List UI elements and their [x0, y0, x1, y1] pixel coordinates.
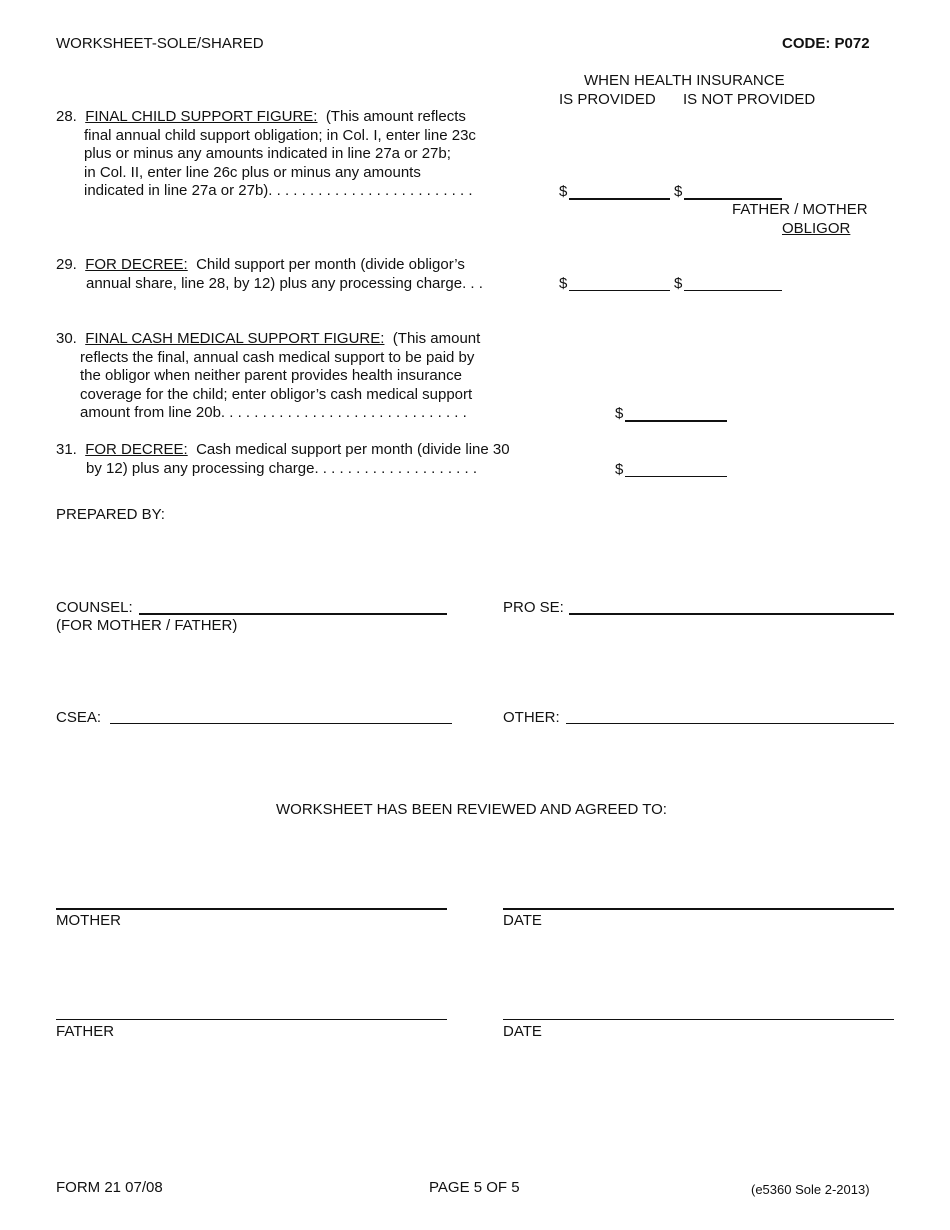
date-label: DATE: [503, 1023, 542, 1040]
line-28-number: 28.: [56, 108, 77, 125]
line-31-field[interactable]: [625, 476, 727, 477]
line-30-block: [56, 330, 480, 423]
pro-se-label: PRO SE:: [503, 599, 564, 616]
other-signature-line[interactable]: [566, 723, 894, 724]
line-28-text: final annual child support obligation; in Col. I, enter line 23c: [84, 126, 476, 144]
line-29-text: Child support per month (divide obligor’s: [196, 256, 465, 273]
line-30-text: reflects the final, annual cash medical support to be paid by: [80, 348, 475, 366]
form-reference: (e5360 Sole 2-2013): [751, 1182, 870, 1197]
line-28-text: plus or minus any amounts indicated in line 27a or 27b;: [84, 145, 451, 163]
line-31-text: Cash medical support per month (divide line 30: [196, 441, 510, 458]
line-31-number: 31.: [56, 441, 77, 458]
line-28-col1-field[interactable]: [569, 198, 670, 200]
line-30-text: coverage for the child; enter obligor’s cash medical support: [80, 385, 473, 403]
line-29-block: [56, 256, 483, 293]
obligor-label: OBLIGOR: [782, 220, 851, 237]
line-30-field[interactable]: [625, 420, 727, 422]
father-signature-line[interactable]: [56, 1019, 447, 1020]
line-29-number: 29.: [56, 256, 77, 273]
counsel-signature-line[interactable]: [139, 613, 447, 615]
worksheet-title: WORKSHEET-SOLE/SHARED: [56, 35, 264, 52]
line-29-col1-dollar: $: [559, 275, 568, 292]
line-30-dollar: $: [615, 405, 624, 422]
line-30-text: the obligor when neither parent provides health insurance: [80, 367, 462, 385]
mother-signature-line[interactable]: [56, 908, 447, 910]
line-29-col2-field[interactable]: [684, 290, 782, 291]
prepared-by-label: PREPARED BY:: [56, 506, 165, 523]
line-30-text: amount from line 20b. . . . . . . . . . . . . . . . . . . . . . . . . . . . . .: [80, 404, 467, 422]
form-number: FORM 21 07/08: [56, 1179, 163, 1196]
form-code: CODE: P072: [782, 35, 870, 52]
father-date-line[interactable]: [503, 1019, 894, 1020]
csea-label: CSEA:: [56, 709, 102, 726]
column-insurance-not-provided: IS NOT PROVIDED: [683, 91, 816, 108]
line-30-label: FINAL CASH MEDICAL SUPPORT FIGURE:: [85, 330, 385, 347]
line-28-text: (This amount reflects: [325, 108, 466, 125]
line-29-col2-dollar: $: [674, 275, 683, 292]
line-29-text: annual share, line 28, by 12) plus any processing charge. . .: [86, 274, 483, 292]
column-insurance-provided: IS PROVIDED: [559, 91, 656, 108]
line-28-text: in Col. II, enter line 26c plus or minus any amounts: [84, 163, 421, 181]
counsel-for-label: (FOR MOTHER / FATHER): [56, 617, 238, 634]
line-31-label: FOR DECREE:: [85, 441, 188, 458]
line-31-block: [56, 441, 510, 478]
father-label: FATHER: [56, 1023, 115, 1040]
column-heading: WHEN HEALTH INSURANCE: [584, 72, 785, 89]
mother-date-line[interactable]: [503, 908, 894, 910]
agreement-statement: WORKSHEET HAS BEEN REVIEWED AND AGREED TO:: [276, 801, 667, 818]
line-30-number: 30.: [56, 330, 77, 347]
line-29-label: FOR DECREE:: [85, 256, 188, 273]
line-31-text: by 12) plus any processing charge. . . . . . . . . . . . . . . . . . . .: [86, 459, 477, 477]
line-31-dollar: $: [615, 461, 624, 478]
line-28-block: [56, 108, 476, 201]
mother-label: MOTHER: [56, 912, 121, 929]
line-29-col1-field[interactable]: [569, 290, 670, 291]
line-28-col2-dollar: $: [674, 183, 683, 200]
date-label: DATE: [503, 912, 542, 929]
line-28-col1-dollar: $: [559, 183, 568, 200]
other-label: OTHER:: [503, 709, 560, 726]
payer-label: FATHER / MOTHER: [732, 201, 868, 218]
pro-se-signature-line[interactable]: [569, 613, 894, 615]
line-30-text: (This amount: [392, 330, 481, 347]
csea-signature-line[interactable]: [110, 723, 452, 724]
line-28-label: FINAL CHILD SUPPORT FIGURE:: [85, 108, 318, 125]
line-28-text: indicated in line 27a or 27b). . . . . . . . . . . . . . . . . . . . . . . . .: [84, 182, 473, 200]
page-number: PAGE 5 OF 5: [429, 1179, 520, 1196]
counsel-label: COUNSEL:: [56, 599, 133, 616]
